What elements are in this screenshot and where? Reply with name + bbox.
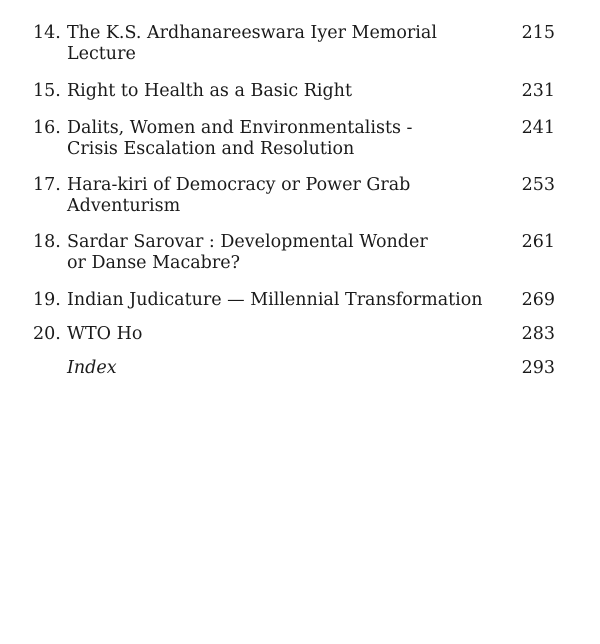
toc-entry-title-line: Lecture bbox=[67, 44, 136, 64]
toc-entry-index bbox=[33, 358, 555, 379]
toc-entry-title bbox=[67, 23, 509, 65]
toc-entry-number: 18. bbox=[33, 232, 61, 252]
toc-entry-19 bbox=[33, 290, 555, 311]
toc-entry-20 bbox=[33, 324, 555, 345]
toc-entry-title-line: Dalits, Women and Environmentalists - bbox=[67, 118, 413, 138]
toc-entry-page: 293 bbox=[521, 358, 555, 378]
toc-entry-title bbox=[67, 118, 509, 160]
toc-entry-17 bbox=[33, 175, 555, 217]
toc-entry-title-line: Hara-kiri of Democracy or Power Grab bbox=[67, 175, 411, 195]
toc-entry-number: 15. bbox=[33, 81, 61, 101]
toc-entry-title-line: The K.S. Ardhanareeswara Iyer Memorial bbox=[67, 23, 437, 43]
toc-entry-title-line: Index bbox=[67, 358, 117, 378]
toc-entry-title bbox=[67, 175, 509, 217]
toc-entry-number: 17. bbox=[33, 175, 61, 195]
toc-entry-page: 283 bbox=[521, 324, 555, 344]
toc-entry-14 bbox=[33, 23, 555, 65]
toc-entry-page: 261 bbox=[521, 232, 555, 252]
toc-entry-number: 20. bbox=[33, 324, 61, 344]
toc-entry-title bbox=[67, 232, 509, 274]
toc-entry-number: 16. bbox=[33, 118, 61, 138]
toc-entry-page: 215 bbox=[521, 23, 555, 43]
toc-entry-15 bbox=[33, 81, 555, 102]
toc-entry-title bbox=[67, 324, 509, 345]
toc-entry-title-line: WTO Ho bbox=[67, 324, 143, 344]
toc-entry-page: 241 bbox=[521, 118, 555, 138]
toc-entry-title bbox=[67, 290, 509, 311]
toc-entry-page: 231 bbox=[521, 81, 555, 101]
toc-entry-16 bbox=[33, 118, 555, 160]
toc-entry-title-line: Crisis Escalation and Resolution bbox=[67, 139, 355, 159]
toc-entry-title-line: or Danse Macabre? bbox=[67, 253, 240, 273]
table-of-contents bbox=[33, 23, 555, 379]
toc-entry-title-line: Right to Health as a Basic Right bbox=[67, 81, 352, 101]
toc-entry-page: 269 bbox=[521, 290, 555, 310]
toc-entry-title-line: Adventurism bbox=[67, 196, 181, 216]
toc-entry-title-line: Indian Judicature — Millennial Transformation bbox=[67, 290, 483, 310]
toc-entry-number: 19. bbox=[33, 290, 61, 310]
toc-entry-18 bbox=[33, 232, 555, 274]
toc-entry-title bbox=[67, 358, 509, 379]
toc-entry-number: 14. bbox=[33, 23, 61, 43]
toc-entry-title-line: Sardar Sarovar : Developmental Wonder bbox=[67, 232, 428, 252]
toc-entry-title bbox=[67, 81, 509, 102]
toc-entry-page: 253 bbox=[521, 175, 555, 195]
